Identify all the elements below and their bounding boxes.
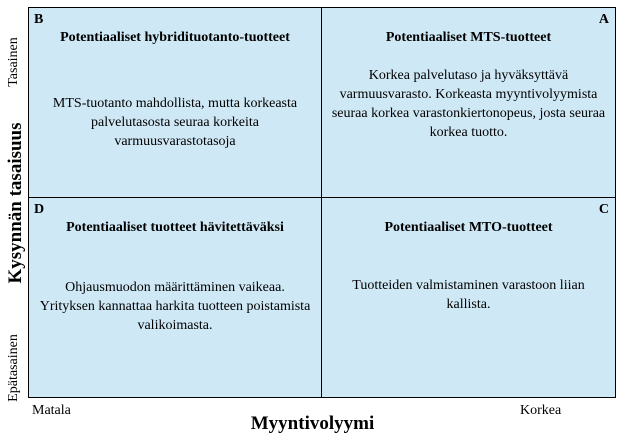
quadrant-a-title: Potentiaaliset MTS-tuotteet (385, 30, 552, 45)
quadrant-b-text: MTS-tuotanto mahdollista, mutta korkeasta palvelutasosta seuraa korkeita varmuusvarastotasoja (52, 96, 298, 149)
quadrant-c-text: Tuotteiden valmistaminen varastoon liian kallista. (352, 278, 585, 312)
x-axis-low-label: Matala (32, 403, 71, 418)
quadrant-d-text: Ohjausmuodon määrittäminen vaikeaa. Yrityksen kannattaa harkita tuotteen poistamista valikoimasta. (39, 280, 311, 333)
y-axis-low-label: Epätasainen (6, 334, 21, 402)
quadrant-a (321, 7, 616, 198)
y-axis-title: Kysynnän tasaisuus (5, 122, 26, 284)
quadrant-b-letter: B (34, 12, 44, 27)
y-axis-high-label: Tasainen (6, 37, 21, 87)
quadrant-a-letter: A (598, 12, 609, 27)
quadrant-d (28, 197, 322, 398)
x-axis-title: Myyntivolyymi (250, 413, 375, 434)
quadrant-b-title: Potentiaaliset hybridituotanto-tuotteet (60, 30, 290, 45)
quadrant-d-letter: D (34, 202, 45, 217)
quadrant-a-text: Korkea palvelutaso ja hyväksyttävä varmuusvarasto. Korkeasta myyntivolyymista seuraa korkea varastonkiertonopeus, josta seuraa korkea tuotto. (331, 68, 606, 140)
quadrant-c (321, 197, 616, 398)
quadrant-c-letter: C (598, 202, 609, 217)
quadrant-c-title: Potentiaaliset MTO-tuotteet (384, 220, 553, 235)
quadrant-b (28, 7, 322, 198)
quadrant-d-title: Potentiaaliset tuotteet hävitettäväksi (66, 220, 284, 235)
x-axis-high-label: Korkea (520, 403, 562, 418)
